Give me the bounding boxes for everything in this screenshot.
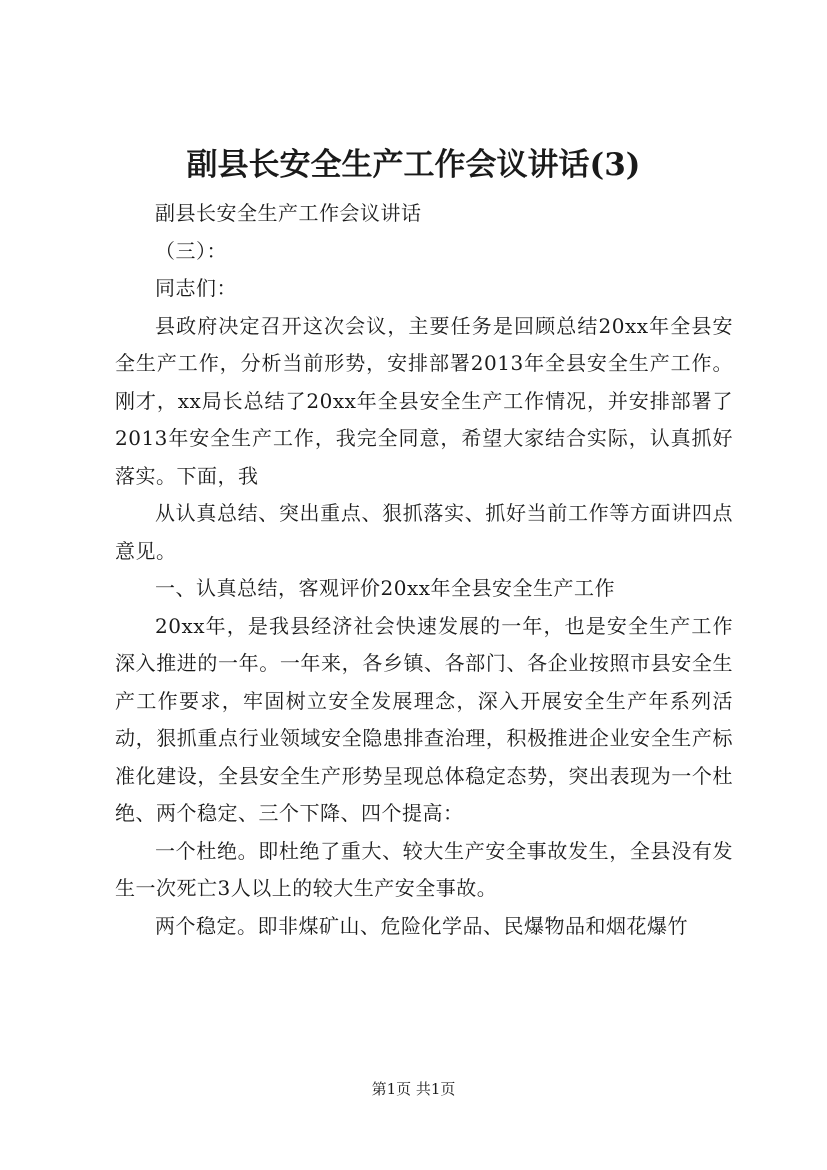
document-body <box>115 195 733 945</box>
paragraph-subtitle: 副县长安全生产工作会议讲话 <box>155 201 422 225</box>
page-footer: 第1页 共1页 <box>371 1080 456 1098</box>
paragraph-section-number: （三）： <box>155 238 227 263</box>
paragraph-two-stable: 两个稳定。即非煤矿山、危险化学品、民爆物品和烟花爆竹 <box>155 913 688 938</box>
paragraph-one-eliminated: 一个杜绝。即杜绝了重大、较大生产安全事故发生，全县没有发生一次死亡3人以上的较大生产安全事故。 <box>115 838 733 900</box>
paragraph-review: 20xx年，是我县经济社会快速发展的一年，也是安全生产工作深入推进的一年。一年来，各乡镇、各部门、各企业按照市县安全生产工作要求，牢固树立安全发展理念，深入开展安全生产年系列活动，狠抓重点行业领域安全隐患排查治理，积极推进企业安全生产标准化建设，全县安全生产形势呈现总体稳定态势，突出表现为一个杜绝、两个稳定、三个下降、四个提高： <box>115 613 733 825</box>
paragraph-salutation: 同志们： <box>155 276 237 300</box>
document-title: 副县长安全生产工作会议讲话(3) <box>186 147 641 183</box>
paragraph-outline: 从认真总结、突出重点、狠抓落实、抓好当前工作等方面讲四点意见。 <box>115 501 733 563</box>
paragraph-heading-one: 一、认真总结，客观评价20xx年全县安全生产工作 <box>155 576 616 600</box>
paragraph-intro: 县政府决定召开这次会议，主要任务是回顾总结20xx年全县安全生产工作，分析当前形势，安排部署2013年全县安全生产工作。刚才，xx局长总结了20xx年全县安全生产工作情况，并安排部署了2013年安全生产工作，我完全同意，希望大家结合实际，认真抓好落实。下面，我 <box>115 313 733 488</box>
